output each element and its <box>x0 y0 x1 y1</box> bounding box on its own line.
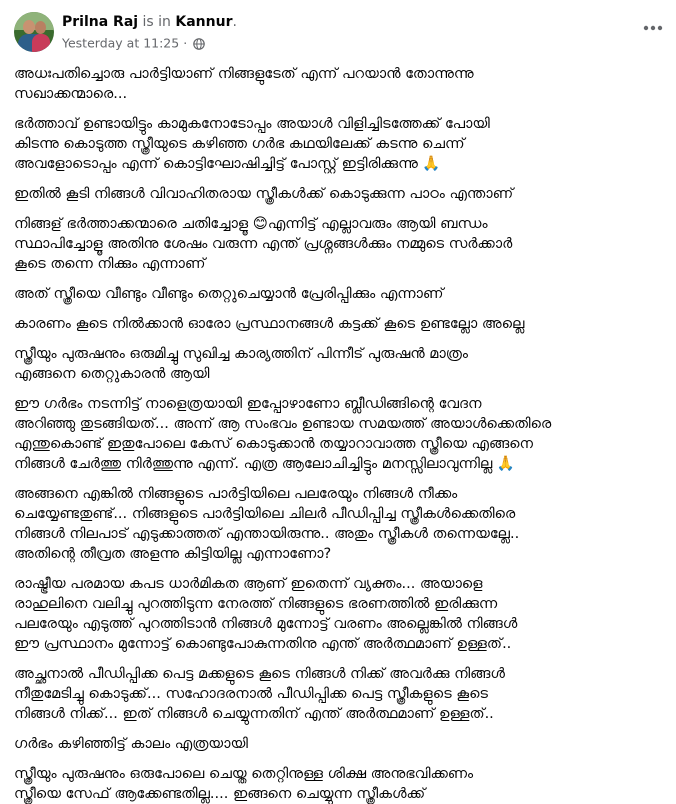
post-paragraph: സ്ത്രീയും പുരുഷനും ഒരുമിച്ചു സുഖിച്ച കാര്യത്തിന് പിന്നീട് പുരുഷൻ മാത്രം എങ്ങനെ തെറ്റുകാരൻ ആയി <box>14 346 468 382</box>
post-paragraph: രാഷ്ട്രീയ പരമായ കപട ധാർമികത ആണ് ഇതെന്ന് വ്യക്തം... അയാളെ രാഹുലിനെ വലിച്ചു പുറത്തിടുന്ന നേരത്ത് നിങ്ങളുടെ ഭരണത്തിൽ ഇരിക്കുന്ന പലരേയും എടുത്ത് പുറത്തിടാൻ നിങ്ങൾ മുന്നോട്ട് വരണം അല്ലെങ്കിൽ നിങ്ങൾ ഈ പ്രസ്ഥാനം മുന്നോട്ട് കൊണ്ടുപോകുന്നതിനു എന്ത് അർത്ഥമാണ് ഉള്ളത്.. <box>14 576 518 652</box>
post-paragraph: ഭർത്താവ് ഉണ്ടായിട്ടും കാമുകനോടോപ്പം അയാൾ വിളിച്ചിടത്തേക്ക് പോയി കിടന്നു കൊടുത്ത സ്ത്രീയുടെ കഴിഞ്ഞ ഗർഭ കഥയിലേക്ക് കടന്നു ചെന്ന് അവളോടൊപ്പം എന്ന് കൊട്ടിഘോഷിച്ചിട്ട് പോസ്റ്റ്‌ ഇട്ടിരിക്കുന്നു 🙏 <box>14 116 490 172</box>
post-paragraph: ഗർഭം കഴിഞ്ഞിട്ട് കാലം എത്രയായി <box>14 736 248 752</box>
post-paragraph: അച്ഛനാൽ പീഡിപ്പിക്ക പെട്ട മക്കളുടെ കൂടെ നിങ്ങൾ നിക്ക് അവർക്കു നിങ്ങൾ നീതുമേടിച്ചു കൊടുക്ക്... സഹോദരനാൽ പീഡിപ്പിക്ക പെട്ട സ്ത്രീകളുടെ കൂടെ നിങ്ങൾ നിക്ക്... ഇത് നിങ്ങൾ ചെയ്യുന്നതിന് എന്ത് അർത്ഥമാണ് ഉള്ളത്.. <box>14 666 505 722</box>
author-name[interactable]: Prilna Raj <box>62 14 139 30</box>
location-link[interactable]: Kannur <box>175 14 233 30</box>
globe-icon[interactable] <box>193 38 205 50</box>
post-paragraph: അധഃപതിച്ചൊരു പാർട്ടിയാണ് നിങ്ങളുടേത് എന്ന് പറയാൻ തോന്നുന്നു സഖാക്കന്മാരെ... <box>14 66 474 102</box>
post-paragraph: അങ്ങനെ എങ്കിൽ നിങ്ങളുടെ പാർട്ടിയിലെ പലരേയും നിങ്ങൾ നീക്കം ചെയ്യേണ്ടതുണ്ട്... നിങ്ങളുടെ പാർട്ടിയിലെ ചിലർ പീഡിപ്പിച്ച സ്ത്രീകൾക്കെതിരെ നിങ്ങൾ നിലപാട് എടുക്കാത്തത് എന്തായിരുന്നു.. അതും സ്ത്രീകൾ തന്നെയല്ലേ.. അതിന്റെ തീവ്രത അളന്നു കിട്ടിയില്ല എന്നാണോ? <box>14 486 520 562</box>
post-paragraph: ഇതിൽ കൂടി നിങ്ങൾ വിവാഹിതരായ സ്ത്രീകൾക്ക് കൊടുക്കുന്ന പാഠം എന്താണ് <box>14 186 514 202</box>
post-body <box>14 60 664 804</box>
post-paragraph: നിങ്ങള് ഭർത്താക്കന്മാരെ ചതിച്ചോളൂ 😊എന്നിട്ട് എല്ലാവരും ആയി ബന്ധം സ്ഥാപിച്ചോളൂ അതിനു ശേഷം വരുന്ന എന്ത് പ്രശ്നങ്ങൾക്കും നമ്മുടെ സർക്കാർ കൂടെ തന്നെ നിക്കും എന്നാണ് <box>14 216 513 272</box>
author-line <box>62 13 237 31</box>
post-paragraph: അത് സ്ത്രീയെ വീണ്ടും വീണ്ടും തെറ്റുചെയ്യാൻ പ്രേരിപ്പിക്കും എന്നാണ് <box>14 286 444 302</box>
location-suffix: . <box>232 14 237 30</box>
post-paragraph: സ്ത്രീയും പുരുഷനും ഒരുപോലെ ചെയ്ത തെറ്റിനുള്ള ശിക്ഷ അനുഭവിക്കണം സ്ത്രീയെ സേഫ് ആക്കേണ്ടതില്ല.... ഇങ്ങനെ ചെയ്യുന്ന സ്ത്രീകൾക്ക് <box>14 766 474 802</box>
post-paragraph: ഈ ഗർഭം നടന്നിട്ട് നാളെത്രയായി ഇപ്പോഴാണോ ബ്ലീഡിങ്ങിന്റെ വേദന അറിഞ്ഞു തുടങ്ങിയത്... അന്ന് ആ സംഭവം ഉണ്ടായ സമയത്ത് അയാൾക്കെതിരെ എന്തുകൊണ്ട് ഇതുപോലെ കേസ് കൊടുക്കാൻ തയ്യാറാവാത്ത സ്ത്രീയെ എങ്ങനെ നിങ്ങൾ ചേർത്തു നിർത്തുന്നു എന്ന്. എത്ര ആലോചിച്ചിട്ടും മനസ്സിലാവുന്നില്ല 🙏 <box>14 396 552 472</box>
post-paragraph: കാരണം കൂടെ നിൽക്കാൻ ഓരോ പ്രസ്ഥാനങ്ങൾ കട്ടക്ക് കൂടെ ഉണ്ടല്ലോ അല്ലെ <box>14 316 525 332</box>
location-prefix: is in <box>142 14 171 30</box>
post-meta <box>62 35 205 52</box>
post-timestamp[interactable]: Yesterday at 11:25 <box>62 35 180 51</box>
more-options-icon[interactable] <box>640 18 666 38</box>
post-header <box>0 0 676 60</box>
author-avatar[interactable] <box>14 12 54 52</box>
meta-separator: · <box>183 35 188 51</box>
